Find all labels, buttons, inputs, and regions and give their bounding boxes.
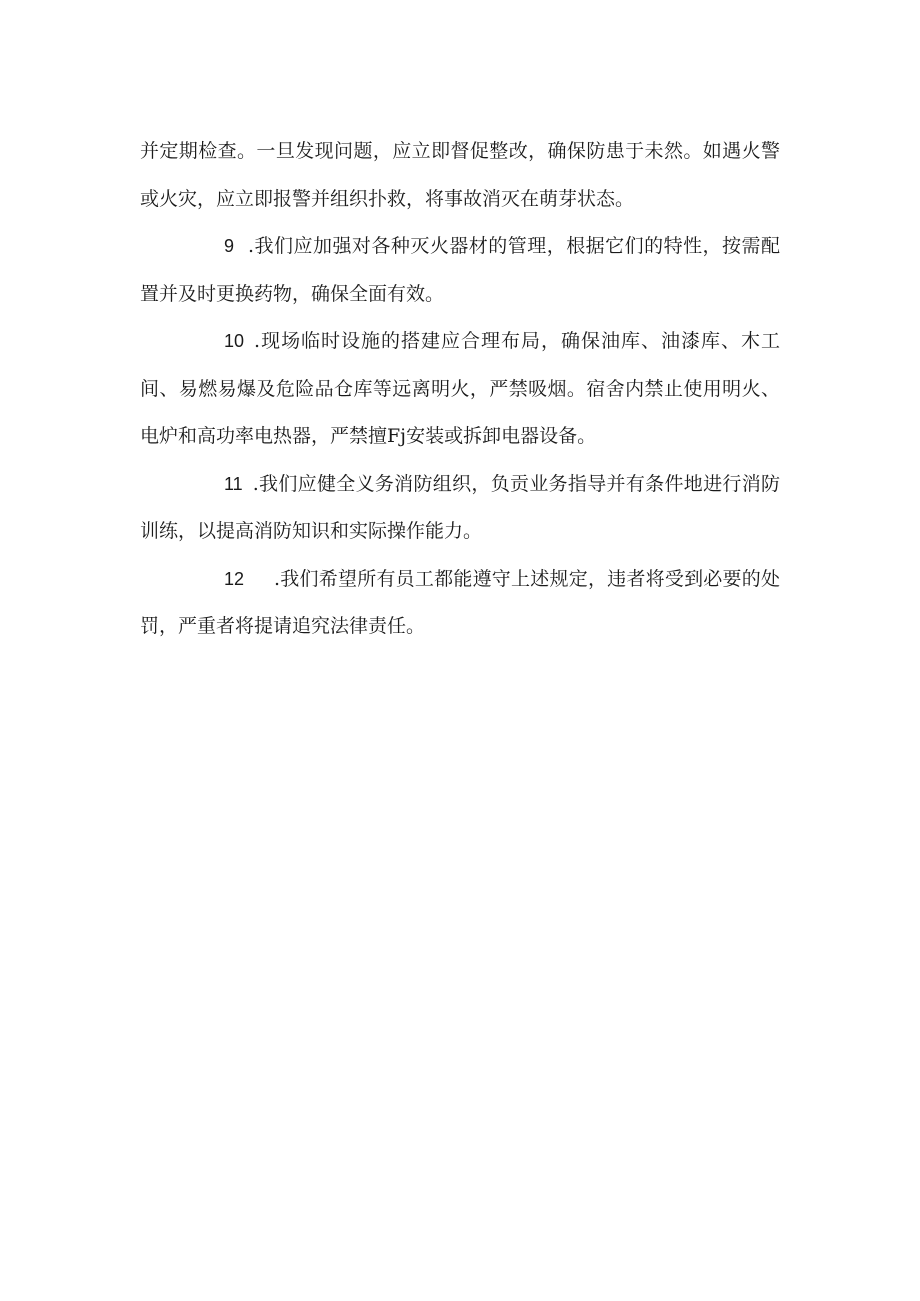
paragraph-text: .现场临时设施的搭建应合理布局，确保油库、油漆库、木工间、易燃易爆及危险品仓库等远离明火，严禁吸烟。宿舍内禁止使用明火、电炉和高功率电热器，严禁擅Fj安装或拆卸电器设备。 [140,330,780,447]
item-number: 11 [224,473,243,494]
paragraph-item-12 [140,556,780,651]
document-body [140,128,780,651]
paragraph-item-11 [140,461,780,556]
paragraph-continuation [140,128,780,223]
paragraph-item-10 [140,318,780,461]
paragraph-text: .我们应健全义务消防组织，负贡业务指导并有条件地进行消防训练，以提高消防知识和实际操作能力。 [140,472,780,542]
paragraph-text: 并定期检查。一旦发现问题，应立即督促整改，确保防患于未然。如遇火警或火灾，应立即报警并组织扑救，将事故消灭在萌芽状态。 [140,140,780,210]
paragraph-text: .我们应加强对各种灭火器材的管理，根据它们的特性，按需配置并及时更换药物，确保全面有效。 [140,235,780,305]
item-number: 10 [224,331,245,351]
paragraph-item-9 [140,223,780,318]
item-number: 9 [224,236,235,256]
item-number: 12 [224,568,245,589]
paragraph-text: .我们希望所有员工都能遵守上述规定，违者将受到必要的处罚，严重者将提请追究法律责任。 [140,567,780,637]
